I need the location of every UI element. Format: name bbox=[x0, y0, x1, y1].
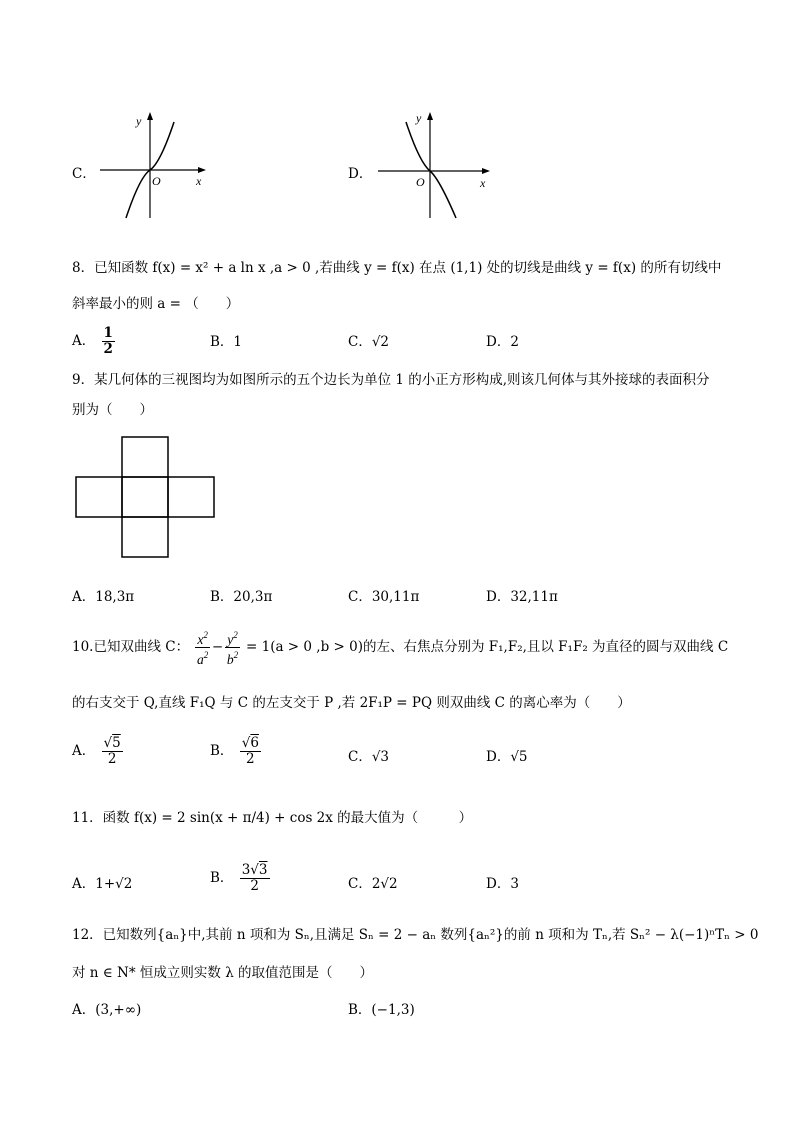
q9-option-d: D．32,11π bbox=[486, 589, 558, 605]
q10-line1: 10.已知双曲线 C： $\frac{x^2}{a^2}$ − $\frac{y^2}{b^2}$ = 1(a > 0 ,b > 0)的左、右焦点分别为 F₁,F₂,且以 F₁F₂ 为直径的圆与双曲线 C bbox=[72, 630, 729, 667]
option-d-label: D． bbox=[348, 166, 373, 182]
graph-d bbox=[372, 108, 497, 223]
q10-option-a: A． $\frac{√5}{2}$ bbox=[72, 735, 121, 767]
option-c-label: C． bbox=[72, 166, 96, 182]
q10-option-c: C．√3 bbox=[348, 749, 390, 765]
y-axis-arrow bbox=[427, 112, 433, 120]
q12-line1: 12．已知数列{aₙ}中,其前 n 项和为 Sₙ,且满足 Sₙ = 2 − aₙ 数列{aₙ²}的前 n 项和为 Tₙ,若 Sₙ² − λ(−1)ⁿTₙ > 0 bbox=[72, 927, 759, 943]
q10-option-b: B． $\frac{√6}{2}$ bbox=[210, 735, 259, 767]
q11-option-c: C．2√2 bbox=[348, 876, 398, 892]
origin-label: O bbox=[416, 175, 425, 189]
q9-line1: 9．某几何体的三视图均为如图所示的五个边长为单位 1 的小正方形构成,则该几何体与其外接球的表面积分 bbox=[72, 372, 710, 388]
q10-line2: 的右支交于 Q,直线 F₁Q 与 C 的左支交于 P ,若 2F₁P = PQ 则双曲线 C 的离心率为（ ） bbox=[72, 695, 631, 711]
x-axis-arrow bbox=[198, 167, 206, 173]
graph-c bbox=[96, 108, 216, 223]
curve bbox=[406, 122, 456, 218]
origin-label: O bbox=[152, 174, 161, 188]
x-label: x bbox=[196, 174, 202, 188]
q9-option-a: A．18,3π bbox=[72, 589, 135, 605]
y-label: y bbox=[136, 114, 142, 128]
q8-line1: 8．已知函数 f(x) = x² + a ln x ,a > 0 ,若曲线 y = f(x) 在点 (1,1) 处的切线是曲线 y = f(x) 的所有切线中 bbox=[72, 260, 722, 276]
square-right bbox=[168, 477, 214, 517]
q8-option-c: C．√2 bbox=[348, 334, 390, 350]
q11-option-d: D．3 bbox=[486, 876, 519, 892]
q8-line2: 斜率最小的则 a = （ ） bbox=[72, 296, 240, 312]
square-center bbox=[122, 477, 168, 517]
square-bottom bbox=[122, 517, 168, 557]
y-label: y bbox=[416, 111, 422, 125]
x-label: x bbox=[480, 176, 486, 190]
q9-option-c: C．30,11π bbox=[348, 589, 420, 605]
q11-option-a: A．1+√2 bbox=[72, 876, 133, 892]
x-axis-arrow bbox=[482, 168, 490, 174]
q8-option-d: D．2 bbox=[486, 334, 519, 350]
q12-line2: 对 n ∈ N* 恒成立则实数 λ 的取值范围是（ ） bbox=[72, 965, 374, 981]
square-left bbox=[76, 477, 122, 517]
y-axis-arrow bbox=[147, 112, 153, 120]
q11-line: 11．函数 f(x) = 2 sin(x + π/4) + cos 2x 的最大值为（ ） bbox=[72, 810, 473, 826]
q8-option-a: A． $\frac{1}{2}$ bbox=[72, 325, 113, 357]
q12-option-b: B．(−1,3) bbox=[348, 1002, 415, 1018]
q11-option-b: B． $\frac{3√3}{2}$ bbox=[210, 862, 268, 894]
q10-option-d: D．√5 bbox=[486, 749, 528, 765]
square-top bbox=[122, 437, 168, 477]
cross-figure bbox=[74, 434, 220, 560]
q12-option-a: A．(3,+∞) bbox=[72, 1002, 142, 1018]
q8-option-b: B．1 bbox=[210, 334, 243, 350]
q9-line2: 别为（ ） bbox=[72, 402, 153, 418]
q9-option-b: B．20,3π bbox=[210, 589, 273, 605]
